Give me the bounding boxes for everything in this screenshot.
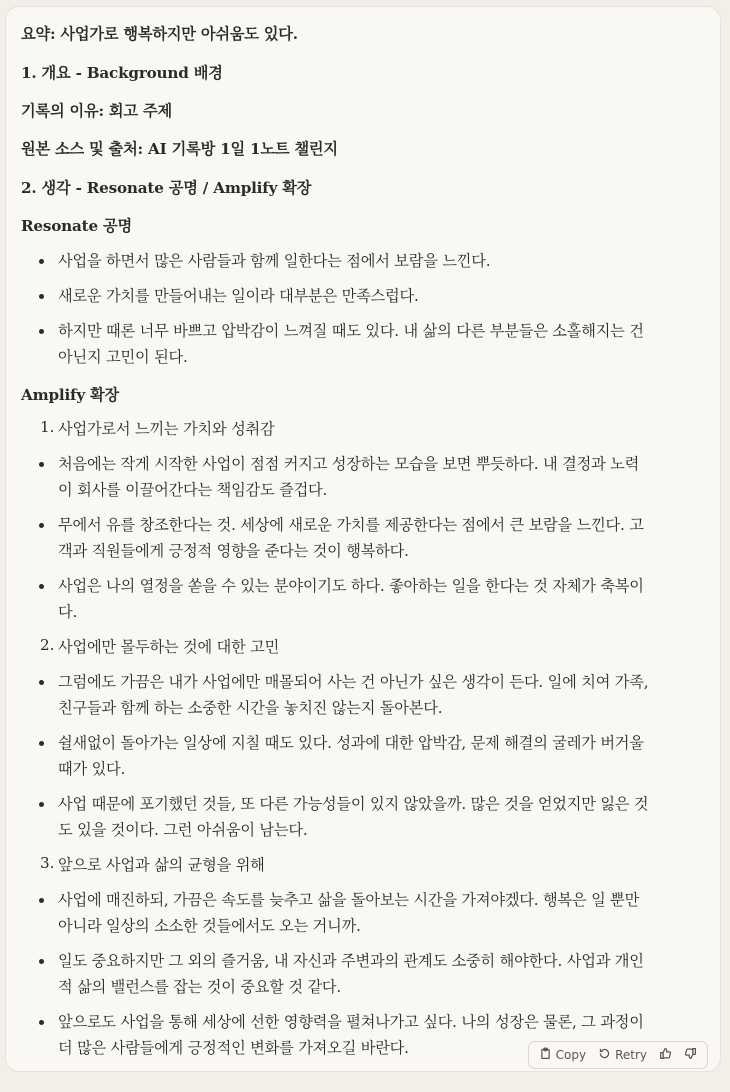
- amplify-item-line: 적 삶의 밸런스를 잡는 것이 중요할 것 같다.: [58, 978, 342, 996]
- amplify-item-line: 일도 중요하지만 그 외의 즐거움, 내 자신과 주변과의 관계도 소중히 해야한다. 사업과 개인: [58, 952, 644, 970]
- amplify-group-title: 사업가로서 느끼는 가치와 성취감: [58, 420, 275, 438]
- copy-button[interactable]: [535, 1047, 590, 1063]
- bullet-marker: [39, 259, 44, 264]
- amplify-item-line: 그럼에도 가끔은 내가 사업에만 매몰되어 사는 건 아닌가 싶은 생각이 든다. 일에 치여 가족,: [58, 673, 649, 691]
- bullet-marker: [39, 741, 44, 746]
- list-number: 2.: [40, 636, 55, 654]
- retry-button[interactable]: [594, 1047, 651, 1063]
- resonate-item-line: 하지만 때론 너무 바쁘고 압박감이 느껴질 때도 있다. 내 삶의 다른 부분들은 소홀해지는 건: [58, 322, 644, 340]
- source-line: 원본 소스 및 출처: AI 기록방 1일 1노트 챌린지: [21, 140, 338, 158]
- section-1-heading: 1. 개요 - Background 배경: [21, 64, 223, 82]
- amplify-item-line: 사업은 나의 열정을 쏟을 수 있는 분야이기도 하다. 좋아하는 일을 한다는 것 자체가 축복이: [58, 577, 644, 595]
- amplify-item-line: 친구들과 함께 하는 소중한 시간을 놓치진 않는지 돌아본다.: [58, 699, 443, 717]
- amplify-item-line: 객과 직원들에게 긍정적 영향을 준다는 것이 행복하다.: [58, 542, 409, 560]
- bullet-marker: [39, 802, 44, 807]
- list-number: 3.: [40, 854, 55, 872]
- amplify-item-line: 다.: [58, 603, 78, 621]
- copy-label: Copy: [555, 1048, 587, 1062]
- resonate-item-line: 사업을 하면서 많은 사람들과 함께 일한다는 점에서 보람을 느낀다.: [58, 252, 491, 270]
- section-2-heading: 2. 생각 - Resonate 공명 / Amplify 확장: [21, 179, 312, 197]
- clipboard-icon: [539, 1047, 552, 1063]
- amplify-heading: Amplify 확장: [21, 386, 119, 404]
- resonate-heading: Resonate 공명: [21, 217, 132, 235]
- amplify-item-line: 때가 있다.: [58, 760, 126, 778]
- retry-label: Retry: [615, 1048, 647, 1062]
- bullet-marker: [39, 898, 44, 903]
- summary-line: 요약: 사업가로 행복하지만 아쉬움도 있다.: [21, 25, 298, 43]
- amplify-item-line: 이 회사를 이끌어간다는 책임감도 즐겁다.: [58, 481, 328, 499]
- amplify-item-line: 아니라 일상의 소소한 것들에서도 오는 거니까.: [58, 917, 361, 935]
- thumbs-up-icon: [659, 1047, 672, 1063]
- bullet-marker: [39, 584, 44, 589]
- thumbs-down-button[interactable]: [680, 1047, 701, 1063]
- amplify-item-line: 사업 때문에 포기했던 것들, 또 다른 가능성들이 있지 않았을까. 많은 것을 얻었지만 잃은 것: [58, 795, 649, 813]
- bullet-marker: [39, 1020, 44, 1025]
- amplify-item-line: 쉴새없이 돌아가는 일상에 지칠 때도 있다. 성과에 대한 압박감, 문제 해결의 굴레가 버거울: [58, 734, 644, 752]
- bullet-marker: [39, 959, 44, 964]
- reason-line: 기록의 이유: 회고 주제: [21, 102, 172, 120]
- bullet-marker: [39, 294, 44, 299]
- thumbs-down-icon: [684, 1047, 697, 1063]
- resonate-item-line: 새로운 가치를 만들어내는 일이라 대부분은 만족스럽다.: [58, 287, 419, 305]
- amplify-item-line: 도 있을 것이다. 그런 아쉬움이 남는다.: [58, 821, 308, 839]
- bullet-marker: [39, 523, 44, 528]
- list-number: 1.: [40, 418, 55, 436]
- amplify-item-line: 앞으로도 사업을 통해 세상에 선한 영향력을 펼쳐나가고 싶다. 나의 성장은 물론, 그 과정이: [58, 1013, 644, 1031]
- amplify-item-line: 더 많은 사람들에게 긍정적인 변화를 가져오길 바란다.: [58, 1039, 409, 1057]
- amplify-item-line: 무에서 유를 창조한다는 것. 세상에 새로운 가치를 제공한다는 점에서 큰 보람을 느낀다. 고: [58, 516, 644, 534]
- bullet-marker: [39, 680, 44, 685]
- bullet-marker: [39, 329, 44, 334]
- amplify-group-title: 사업에만 몰두하는 것에 대한 고민: [58, 638, 280, 656]
- amplify-item-line: 사업에 매진하되, 가끔은 속도를 늦추고 삶을 돌아보는 시간을 가져야겠다. 행복은 일 뿐만: [58, 891, 640, 909]
- amplify-group-title: 앞으로 사업과 삶의 균형을 위해: [58, 856, 265, 874]
- resonate-item-line: 아닌지 고민이 된다.: [58, 348, 188, 366]
- message-action-bar: [528, 1041, 708, 1069]
- assistant-message-card: [5, 6, 721, 1072]
- retry-icon: [598, 1047, 611, 1063]
- amplify-item-line: 처음에는 작게 시작한 사업이 점점 커지고 성장하는 모습을 보면 뿌듯하다. 내 결정과 노력: [58, 455, 640, 473]
- bullet-marker: [39, 462, 44, 467]
- thumbs-up-button[interactable]: [655, 1047, 676, 1063]
